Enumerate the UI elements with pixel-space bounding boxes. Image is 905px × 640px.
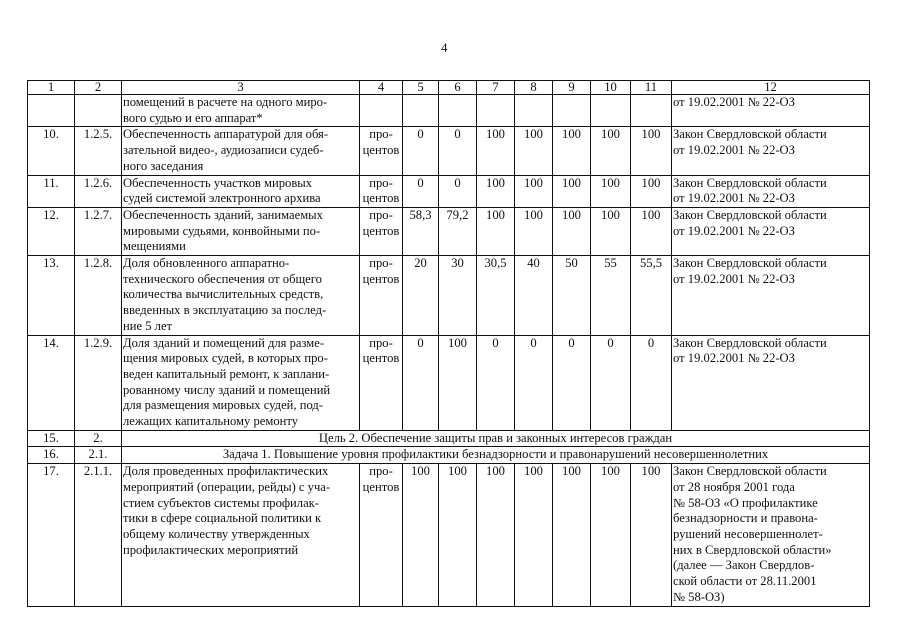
header-cell: 4 — [360, 81, 403, 95]
value-cell: 0 — [631, 335, 672, 430]
row-code: 1.2.9. — [75, 335, 122, 430]
text-line: мещениями — [123, 239, 186, 254]
text-line: мировыми судьями, конвойными по- — [123, 223, 321, 238]
row-code: 1.2.6. — [75, 175, 122, 207]
value-cell: 100 — [553, 464, 591, 606]
table-header-row — [28, 81, 870, 95]
value-cell: 0 — [553, 335, 591, 430]
value-cell: 50 — [553, 256, 591, 336]
value-cell: 100 — [439, 335, 477, 430]
legal-source: Закон Свердловской области от 28 ноября 2001 года № 58-ОЗ «О профилактике безнадзорности и правона- рушений несовершеннолет- них в Свердловской области» (далее — Закон Свердлов- ской области от 28.11.2001 № 58-ОЗ) — [672, 464, 870, 606]
text-line: Доля обновленного аппаратно- — [123, 256, 290, 271]
table-row — [28, 95, 870, 127]
row-number: 11. — [28, 175, 75, 207]
text-line: Обеспеченность участков мировых — [123, 175, 313, 190]
text-line: введенных в эксплуатацию за послед- — [123, 303, 327, 318]
unit-cell: про- центов — [360, 335, 403, 430]
value-cell: 0 — [477, 335, 515, 430]
value-cell: 20 — [403, 256, 439, 336]
legal-source: Закон Свердловской области от 19.02.2001 № 22-ОЗ — [672, 256, 870, 336]
value-cell: 30,5 — [477, 256, 515, 336]
text-line: веден капитальный ремонт, к заплани- — [123, 366, 330, 381]
value-cell: 100 — [631, 464, 672, 606]
table-row — [28, 207, 870, 255]
indicator-name — [122, 256, 360, 336]
unit-cell: про- центов — [360, 464, 403, 606]
row-code: 2.1. — [75, 447, 122, 464]
value-cell: 0 — [403, 127, 439, 175]
value-cell: 100 — [631, 175, 672, 207]
header-cell: 10 — [591, 81, 631, 95]
row-code: 2. — [75, 430, 122, 447]
header-cell: 12 — [672, 81, 870, 95]
value-cell: 100 — [515, 127, 553, 175]
indicator-name — [122, 207, 360, 255]
value-cell: 100 — [477, 175, 515, 207]
unit-cell: про- центов — [360, 175, 403, 207]
value-cell: 100 — [515, 207, 553, 255]
value-cell: 100 — [591, 127, 631, 175]
table-row — [28, 175, 870, 207]
row-code: 1.2.7. — [75, 207, 122, 255]
text-line: для размещения мировых судей, под- — [123, 398, 323, 413]
value-cell: 100 — [591, 464, 631, 606]
row-number: 14. — [28, 335, 75, 430]
value-cell: 100 — [591, 175, 631, 207]
value-cell: 100 — [553, 207, 591, 255]
value-cell: 100 — [515, 175, 553, 207]
text-line: судей системой электронного архива — [123, 191, 321, 206]
row-code: 1.2.8. — [75, 256, 122, 336]
text-line: рованному числу зданий и помещений — [123, 382, 331, 397]
value-cell: 55 — [591, 256, 631, 336]
text-line: профилактических мероприятий — [123, 542, 299, 557]
unit-cell: про- центов — [360, 256, 403, 336]
unit-cell: про- центов — [360, 207, 403, 255]
value-cell: 100 — [477, 207, 515, 255]
value-cell: 0 — [591, 335, 631, 430]
row-number: 13. — [28, 256, 75, 336]
goal-heading: Цель 2. Обеспечение защиты прав и законных интересов граждан — [122, 430, 870, 447]
value-cell: 100 — [477, 464, 515, 606]
value-cell: 40 — [515, 256, 553, 336]
value-cell: 0 — [439, 127, 477, 175]
indicator-name — [122, 175, 360, 207]
legal-source: Закон Свердловской области от 19.02.2001 № 22-ОЗ — [672, 175, 870, 207]
table-row — [28, 464, 870, 606]
indicator-name — [122, 95, 360, 127]
indicator-name — [122, 335, 360, 430]
value-cell: 0 — [403, 175, 439, 207]
value-cell: 0 — [403, 335, 439, 430]
indicators-table — [27, 80, 870, 607]
row-number: 17. — [28, 464, 75, 606]
text-line: общему количеству утвержденных — [123, 526, 310, 541]
table-row — [28, 127, 870, 175]
text-line: стием субъектов системы профилак- — [123, 495, 319, 510]
value-cell: 100 — [477, 127, 515, 175]
row-number: 12. — [28, 207, 75, 255]
value-cell: 100 — [631, 207, 672, 255]
table-row — [28, 430, 870, 447]
value-cell: 79,2 — [439, 207, 477, 255]
text-line: тики в сфере социальной политики к — [123, 511, 322, 526]
value-cell: 100 — [631, 127, 672, 175]
table-row — [28, 447, 870, 464]
header-cell: 5 — [403, 81, 439, 95]
text-line: Доля зданий и помещений для разме- — [123, 335, 325, 350]
text-line: помещений в расчете на одного миро- — [123, 95, 328, 109]
legal-source: Закон Свердловской области от 19.02.2001 № 22-ОЗ — [672, 335, 870, 430]
table-row — [28, 256, 870, 336]
text-line: ного заседания — [123, 158, 204, 173]
row-number: 16. — [28, 447, 75, 464]
unit-cell: про- центов — [360, 127, 403, 175]
header-cell: 8 — [515, 81, 553, 95]
header-cell: 9 — [553, 81, 591, 95]
text-line: Доля проведенных профилактических — [123, 464, 329, 479]
table-row — [28, 335, 870, 430]
value-cell: 55,5 — [631, 256, 672, 336]
value-cell: 100 — [553, 127, 591, 175]
value-cell: 100 — [403, 464, 439, 606]
header-cell: 6 — [439, 81, 477, 95]
header-cell: 3 — [122, 81, 360, 95]
text-line: мероприятий (операции, рейды) с уча- — [123, 479, 331, 494]
header-cell: 2 — [75, 81, 122, 95]
indicator-name — [122, 127, 360, 175]
value-cell: 58,3 — [403, 207, 439, 255]
value-cell: 0 — [439, 175, 477, 207]
row-code: 2.1.1. — [75, 464, 122, 606]
header-cell: 1 — [28, 81, 75, 95]
row-code: 1.2.5. — [75, 127, 122, 175]
value-cell: 100 — [515, 464, 553, 606]
header-cell: 7 — [477, 81, 515, 95]
header-cell: 11 — [631, 81, 672, 95]
text-line: ние 5 лет — [123, 318, 173, 333]
text-line: Обеспеченность аппаратурой для обя- — [123, 127, 329, 142]
text-line: технического обеспечения от общего — [123, 271, 322, 286]
text-line: зательной видео-, аудиозаписи судеб- — [123, 143, 324, 158]
value-cell: 100 — [591, 207, 631, 255]
text-line: количества вычислительных средств, — [123, 287, 324, 302]
text-line: Обеспеченность зданий, занимаемых — [123, 207, 323, 222]
text-line: лежащих капитальному ремонту — [123, 414, 299, 429]
row-number: 10. — [28, 127, 75, 175]
text-line: щения мировых судей, в которых про- — [123, 351, 328, 366]
indicator-name — [122, 464, 360, 606]
legal-source: Закон Свердловской области от 19.02.2001 № 22-ОЗ — [672, 207, 870, 255]
page-number: 4 — [441, 40, 448, 55]
text-line: вого судью и его аппарат* — [123, 110, 263, 125]
legal-source: от 19.02.2001 № 22-ОЗ — [672, 95, 870, 127]
value-cell: 0 — [515, 335, 553, 430]
row-number: 15. — [28, 430, 75, 447]
legal-source: Закон Свердловской области от 19.02.2001 № 22-ОЗ — [672, 127, 870, 175]
value-cell: 100 — [553, 175, 591, 207]
task-heading: Задача 1. Повышение уровня профилактики безнадзорности и правонарушений несовершеннолетних — [122, 447, 870, 464]
value-cell: 30 — [439, 256, 477, 336]
value-cell: 100 — [439, 464, 477, 606]
